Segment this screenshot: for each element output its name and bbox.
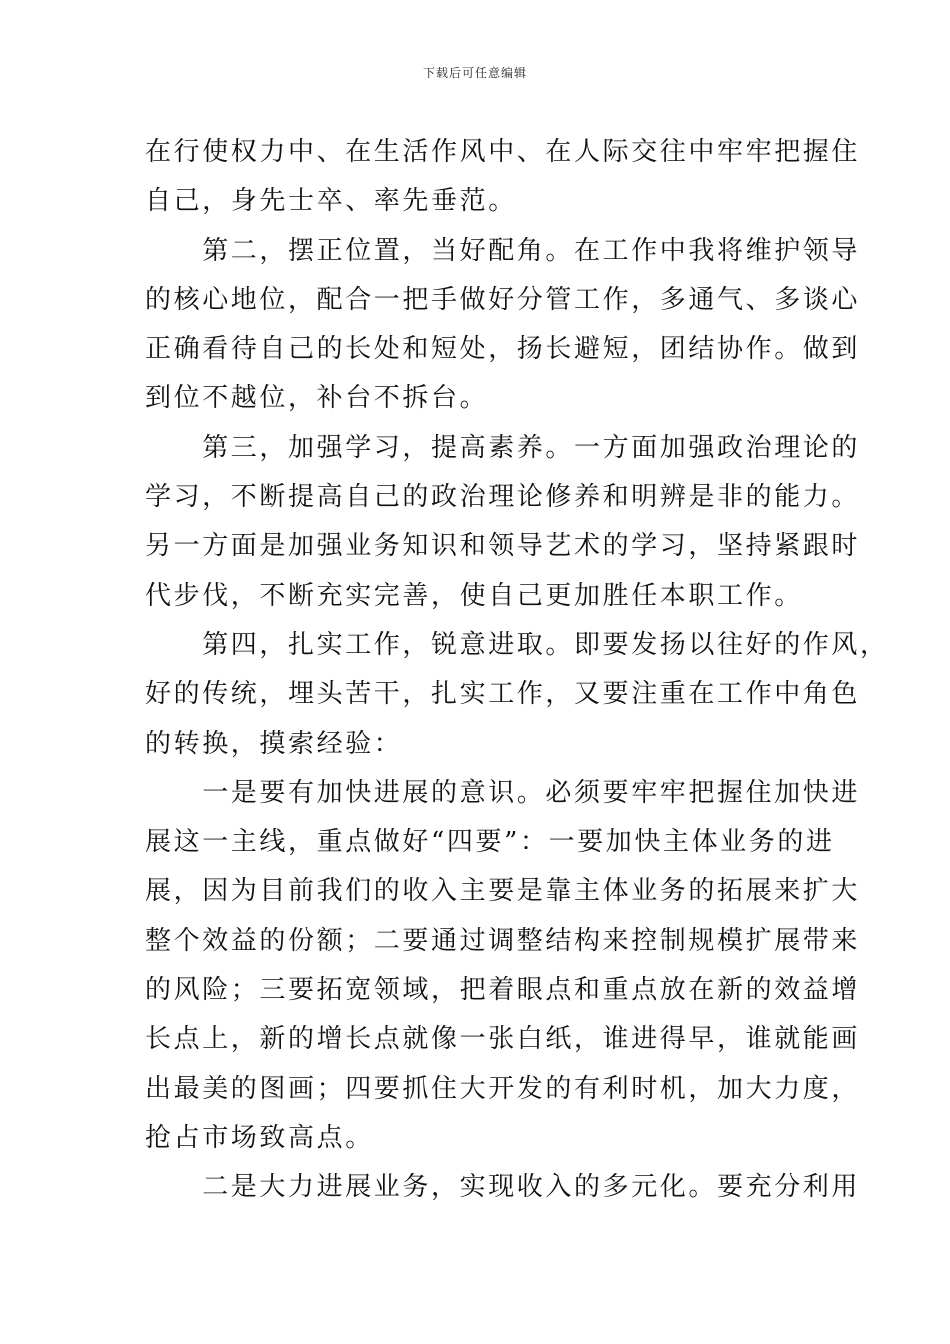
- text-line: 正确看待自己的长处和短处，扬长避短，团结协作。做到: [145, 334, 861, 365]
- text-line: 一是要有加快进展的意识。必须要牢牢把握住加快进: [145, 777, 861, 808]
- page-header: 下载后可任意编辑: [422, 66, 527, 80]
- text-line: 的核心地位，配合一把手做好分管工作，多通气、多谈心: [145, 284, 861, 315]
- text-line: 第二，摆正位置，当好配角。在工作中我将维护领导: [145, 235, 861, 266]
- text-line: 的转换，摸索经验：: [145, 728, 403, 759]
- text-line: 长点上，新的增长点就像一张白纸，谁进得早，谁就能画: [145, 1024, 861, 1055]
- text-line: 到位不越位，补台不拆台。: [145, 383, 489, 414]
- text-line: 自己，身先士卒、率先垂范。: [145, 186, 517, 217]
- text-line: 学习，不断提高自己的政治理论修养和明辨是非的能力。: [145, 482, 861, 513]
- text-line: 展，因为目前我们的收入主要是靠主体业务的拓展来扩大: [145, 876, 861, 907]
- text-line: 第三，加强学习，提高素养。一方面加强政治理论的: [145, 432, 861, 463]
- text-line: 好的传统，埋头苦干，扎实工作，又要注重在工作中角色: [145, 679, 861, 710]
- document-body: [145, 128, 889, 1213]
- text-line: 展这一主线，重点做好“四要”：一要加快主体业务的进: [145, 827, 835, 858]
- text-line: 第四，扎实工作，锐意进取。即要发扬以往好的作风，: [145, 629, 889, 660]
- text-line: 二是大力进展业务，实现收入的多元化。要充分利用: [145, 1172, 861, 1203]
- text-line: 抢占市场致高点。: [145, 1122, 374, 1153]
- text-line: 另一方面是加强业务知识和领导艺术的学习，坚持紧跟时: [145, 531, 861, 562]
- text-line: 在行使权力中、在生活作风中、在人际交往中牢牢把握住: [145, 137, 861, 167]
- text-line: 的风险；三要拓宽领域，把着眼点和重点放在新的效益增: [145, 975, 861, 1006]
- text-line: 出最美的图画；四要抓住大开发的有利时机，加大力度，: [145, 1073, 861, 1104]
- text-line: 代步伐，不断充实完善，使自己更加胜任本职工作。: [145, 580, 803, 611]
- text-line: 整个效益的份额；二要通过调整结构来控制规模扩展带来: [145, 925, 861, 956]
